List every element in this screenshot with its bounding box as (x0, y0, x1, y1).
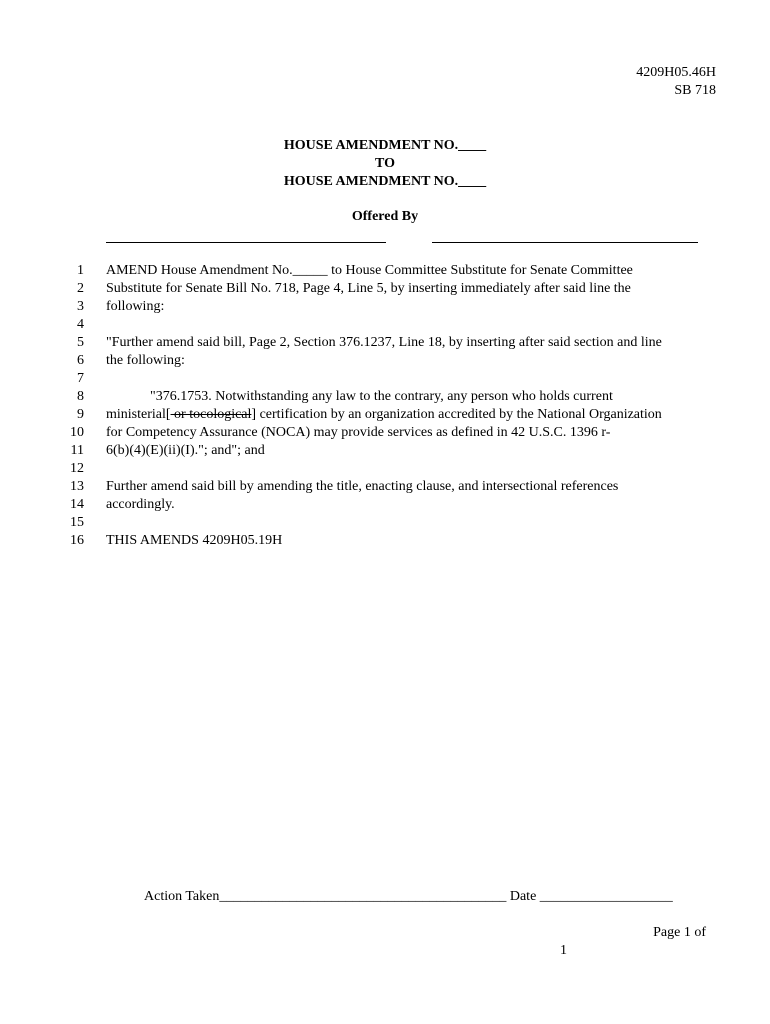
line-text: "376.1753. Notwithstanding any law to the contrary, any person who holds current (150, 389, 613, 404)
line-text: "Further amend said bill, Page 2, Section 376.1237, Line 18, by inserting after said section and line (106, 335, 662, 350)
numbered-line (60, 370, 720, 388)
line-text (106, 460, 720, 478)
line-text: accordingly. (106, 497, 175, 512)
line-text: following: (106, 299, 165, 314)
numbered-line (60, 442, 720, 460)
line-number: 6 (77, 353, 84, 368)
line-number: 5 (77, 335, 84, 350)
line-text: Further amend said bill by amending the title, enacting clause, and intersectional references (106, 479, 619, 494)
line-text: AMEND House Amendment No._____ to House Committee Substitute for Senate Committee (106, 263, 633, 278)
line-number: 10 (70, 425, 84, 440)
numbered-line (60, 460, 720, 478)
signature-line-left (106, 242, 386, 244)
line-number: 11 (70, 443, 84, 458)
signature-line-right (432, 242, 698, 244)
numbered-line (60, 298, 720, 316)
bill-number: SB 718 (674, 83, 716, 98)
line-text: the following: (106, 353, 185, 368)
text-segment: ] certification by an organization accredited by the National Organization (251, 407, 662, 422)
line-number: 8 (77, 389, 84, 404)
line-number: 14 (70, 497, 84, 512)
action-taken-line: Action Taken_________________________________________ Date ___________________ (144, 889, 673, 904)
numbered-line (60, 262, 720, 280)
line-number: 15 (70, 515, 84, 530)
line-text: Substitute for Senate Bill No. 718, Page 4, Line 5, by inserting immediately after said line the (106, 281, 631, 296)
line-number: 16 (70, 533, 84, 548)
line-text: THIS AMENDS 4209H05.19H (106, 533, 283, 548)
numbered-line (60, 280, 720, 298)
line-number: 1 (77, 263, 84, 278)
line-number: 3 (77, 299, 84, 314)
line-number: 4 (77, 317, 84, 332)
text-segment: ministerial[ (106, 407, 171, 422)
line-number: 7 (77, 371, 84, 386)
numbered-line (60, 352, 720, 370)
offered-by-label: Offered By (351, 209, 419, 224)
amendment-title (0, 137, 770, 191)
numbered-line (60, 316, 720, 334)
line-text: 6(b)(4)(E)(ii)(I)."; and"; and (106, 443, 265, 458)
document-number: 4209H05.46H (636, 65, 716, 80)
line-text (106, 316, 720, 334)
numbered-line (60, 514, 720, 532)
line-number: 9 (77, 407, 84, 422)
amendment-body (60, 262, 720, 550)
line-text: for Competency Assurance (NOCA) may provide services as defined in 42 U.S.C. 1396 r- (106, 425, 611, 440)
numbered-line (60, 532, 720, 550)
numbered-line (60, 388, 720, 406)
numbered-line (60, 406, 720, 424)
numbered-line (60, 496, 720, 514)
numbered-line (60, 478, 720, 496)
numbered-line (60, 424, 720, 442)
line-text (106, 370, 720, 388)
title-line-1: HOUSE AMENDMENT NO.____ (283, 138, 487, 153)
struck-text: or tocological (170, 407, 252, 422)
line-number: 2 (77, 281, 84, 296)
document-id-block (636, 64, 716, 100)
line-number: 13 (70, 479, 84, 494)
page-total: 1 (560, 943, 567, 958)
line-text (106, 406, 720, 424)
title-line-3: HOUSE AMENDMENT NO.____ (283, 174, 487, 189)
line-number: 12 (70, 461, 84, 476)
page-number: Page 1 of (653, 925, 706, 940)
title-line-2: TO (375, 156, 395, 171)
numbered-line (60, 334, 720, 352)
line-text (106, 514, 720, 532)
